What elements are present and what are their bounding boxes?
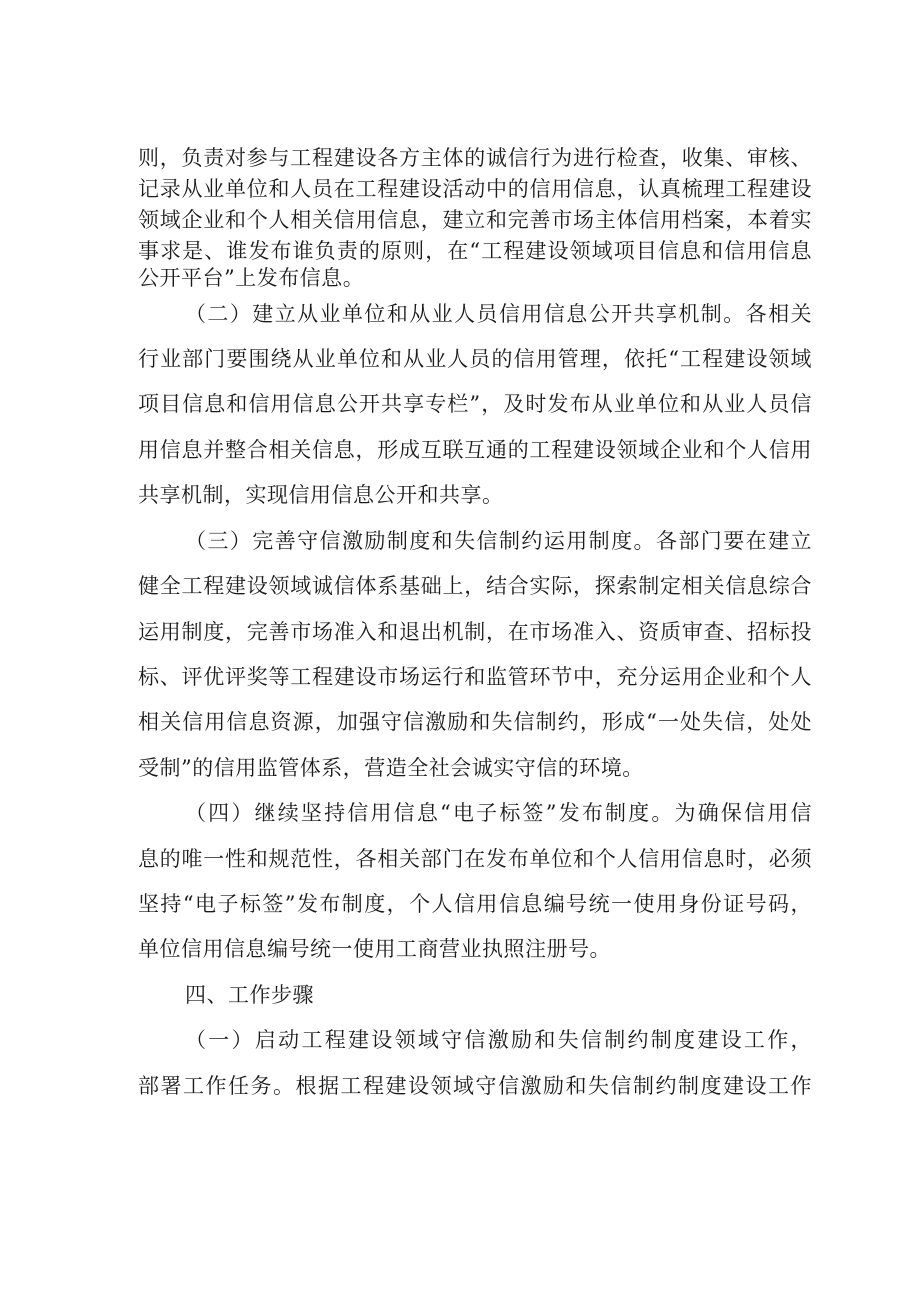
text-line: 标、评优评奖等工程建设市场运行和监管环节中，充分运用企业和个人 bbox=[138, 665, 812, 689]
text-line: 受制”的信用监管体系，营造全社会诚实守信的环境。 bbox=[138, 756, 644, 780]
text-line: 领域企业和个人相关信用信息，建立和完善市场主体信用档案，本着实 bbox=[138, 208, 812, 232]
text-line: 事求是、谁发布谁负责的原则，在“工程建设领域项目信息和信用信息 bbox=[138, 239, 812, 263]
text-line: 用信息并整合相关信息，形成互联互通的工程建设领域企业和个人信用 bbox=[138, 438, 812, 462]
paragraph-start-line: （一）启动工程建设领域守信激励和失信制约制度建设工作， bbox=[185, 1028, 812, 1052]
text-line: 共享机制，实现信用信息公开和共享。 bbox=[138, 483, 504, 507]
section-heading: 四、工作步骤 bbox=[185, 983, 314, 1007]
text-line: 健全工程建设领域诚信体系基础上，结合实际，探索制定相关信息综合 bbox=[138, 574, 812, 598]
text-line: 项目信息和信用信息公开共享专栏”，及时发布从业单位和从业人员信 bbox=[138, 392, 812, 416]
text-line: 则，负责对参与工程建设各方主体的诚信行为进行检查，收集、审核、 bbox=[138, 146, 812, 170]
text-line: 运用制度，完善市场准入和退出机制，在市场准入、资质审查、招标投 bbox=[138, 620, 812, 644]
text-line: 行业部门要围绕从业单位和从业人员的信用管理，依托“工程建设领域 bbox=[138, 347, 812, 371]
text-line: 记录从业单位和人员在工程建设活动中的信用信息，认真梳理工程建设 bbox=[138, 177, 812, 201]
paragraph-start-line: （三）完善守信激励制度和失信制约运用制度。各部门要在建立 bbox=[185, 529, 812, 553]
text-line: 息的唯一性和规范性，各相关部门在发布单位和个人信用信息时，必须 bbox=[138, 847, 812, 871]
text-line: 部署工作任务。根据工程建设领域守信激励和失信制约制度建设工作 bbox=[138, 1074, 812, 1098]
text-line: 公开平台”上发布信息。 bbox=[138, 266, 365, 290]
paragraph-start-line: （四）继续坚持信用信息“电子标签”发布制度。为确保信用信 bbox=[185, 801, 812, 825]
text-line: 单位信用信息编号统一使用工商营业执照注册号。 bbox=[138, 937, 611, 961]
text-line: 坚持“电子标签”发布制度，个人信用信息编号统一使用身份证号码， bbox=[138, 892, 812, 916]
paragraph-start-line: （二）建立从业单位和从业人员信用信息公开共享机制。各相关 bbox=[185, 302, 812, 326]
text-line: 相关信用信息资源，加强守信激励和失信制约，形成“一处失信，处处 bbox=[138, 710, 812, 734]
